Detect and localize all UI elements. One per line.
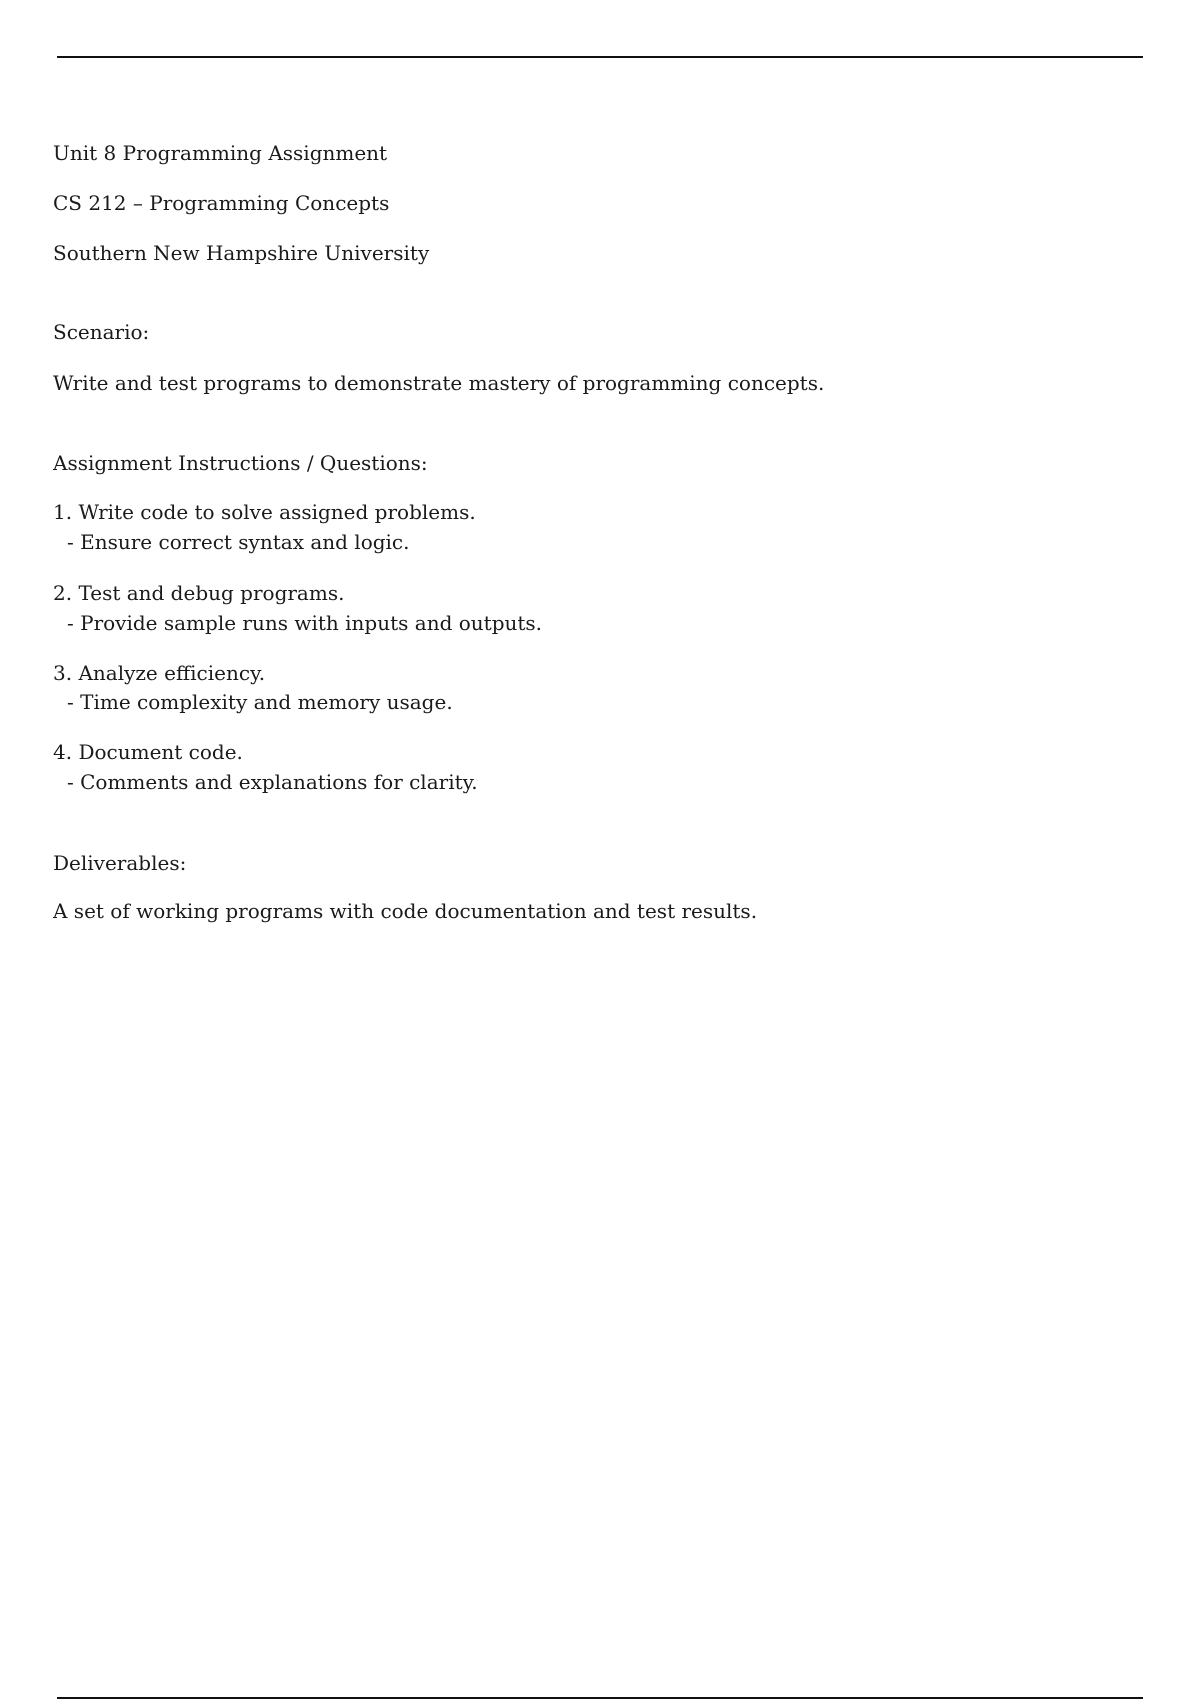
document-title: Unit 8 Programming Assignment: [53, 141, 388, 165]
instruction-detail-2: - Provide sample runs with inputs and outputs.: [67, 611, 543, 635]
instruction-detail-4: - Comments and explanations for clarity.: [67, 770, 478, 794]
institution-name: Southern New Hampshire University: [53, 241, 430, 265]
instructions-heading: Assignment Instructions / Questions:: [53, 451, 428, 475]
instruction-detail-3: - Time complexity and memory usage.: [67, 690, 453, 714]
course-name: CS 212 – Programming Concepts: [53, 191, 390, 215]
scenario-heading: Scenario:: [53, 320, 150, 344]
instruction-item-4: 4. Document code.: [53, 740, 243, 764]
deliverables-heading: Deliverables:: [53, 851, 187, 875]
bottom-rule: [57, 1697, 1143, 1699]
instruction-item-1: 1. Write code to solve assigned problems.: [53, 500, 476, 524]
instruction-item-3: 3. Analyze efficiency.: [53, 661, 266, 685]
instruction-detail-1: - Ensure correct syntax and logic.: [67, 530, 410, 554]
scenario-text: Write and test programs to demonstrate mastery of programming concepts.: [53, 371, 825, 395]
instruction-item-2: 2. Test and debug programs.: [53, 581, 345, 605]
deliverables-text: A set of working programs with code documentation and test results.: [53, 899, 758, 923]
top-rule: [57, 56, 1143, 58]
